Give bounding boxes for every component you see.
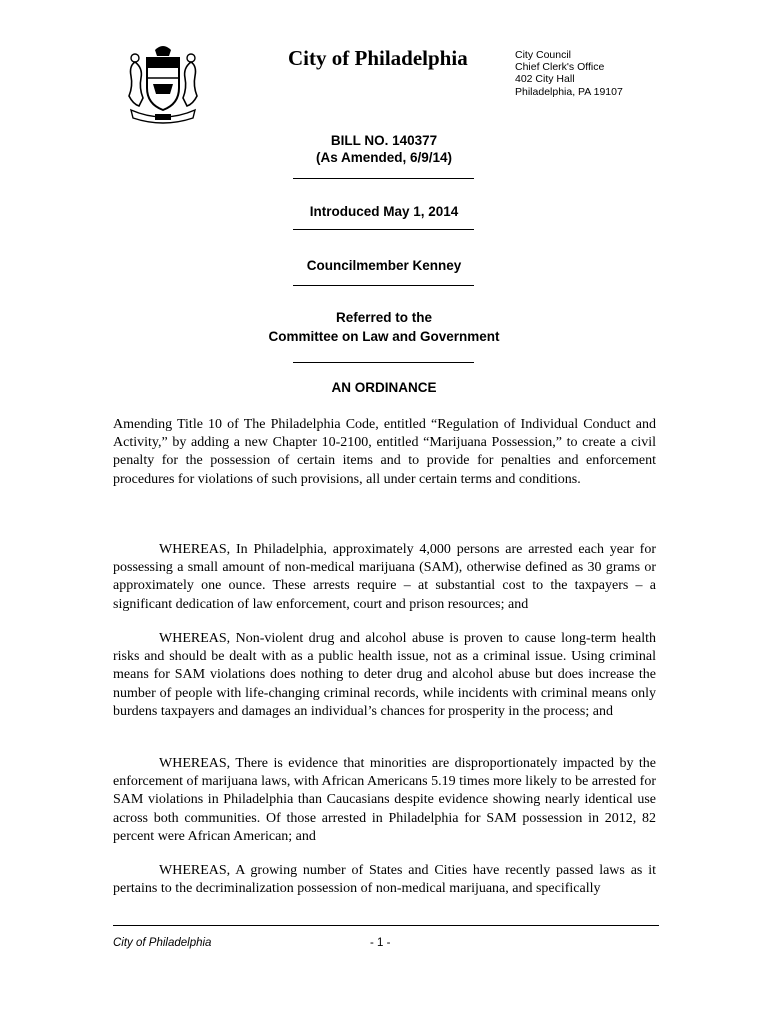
bill-amended-date: (As Amended, 6/9/14) — [315, 150, 453, 165]
office-line: City Council — [515, 49, 572, 61]
committee-name: Committee on Law and Government — [268, 329, 500, 344]
whereas-paragraph: WHEREAS, In Philadelphia, approximately 4,000 persons are arrested each year for possessing a small amount of non-medical marijuana (SAM), otherwise defined as 30 grams or approximately one ounce. These arrests require – at substantial cost to the taxpayers – a significant dedication of law enforcement, court and prison resources; and — [113, 542, 656, 612]
page-title: City of Philadelphia — [288, 46, 468, 70]
divider — [293, 178, 474, 179]
whereas-paragraph: WHEREAS, A growing number of States and Cities have recently passed laws as it pertains to the decriminalization possession of non-medical marijuana, and specifically — [113, 863, 656, 897]
city-seal-logo — [121, 44, 205, 124]
page-number: - 1 - — [370, 937, 391, 949]
divider — [293, 285, 474, 286]
referred-line: Referred to the — [335, 310, 433, 325]
office-line: Philadelphia, PA 19107 — [515, 85, 623, 98]
sponsor: Councilmember Kenney — [306, 258, 462, 273]
office-address — [515, 49, 623, 98]
office-line: Chief Clerk's Office — [515, 61, 605, 74]
footer-divider — [113, 925, 659, 926]
ordinance-summary: Amending Title 10 of The Philadelphia Code, entitled “Regulation of Individual Conduct and Activity,” by adding a new Chapter 10-2100, entitled “Marijuana Possession,” to create a civil penalty for the possession of certain items and to provide for penalties and enforcement procedures for violations of such provisions, all under certain terms and conditions. — [113, 417, 656, 487]
whereas-paragraph: WHEREAS, Non-violent drug and alcohol abuse is proven to cause long-term health risks and should be dealt with as a public health issue, not as a criminal issue. Using criminal means for SAM violations does nothing to deter drug and alcohol abuse but does increase the number of people with life-changing criminal records, while incidents with criminal means only burdens taxpayers and damages an individual’s chances for prosperity in the process; and — [113, 631, 656, 719]
footer-city: City of Philadelphia — [113, 937, 212, 949]
ordinance-heading: AN ORDINANCE — [331, 380, 437, 395]
whereas-paragraph: WHEREAS, There is evidence that minorities are disproportionately impacted by the enforcement of marijuana laws, with African Americans 5.19 times more likely to be arrested for SAM violations in Philadelphia than Caucasians despite evidence showing nearly identical use across both communities. Of those arrested in Philadelphia for SAM possession in 2012, 82 percent were African American; and — [113, 756, 656, 844]
introduced-date: Introduced May 1, 2014 — [309, 204, 459, 219]
bill-number: BILL NO. 140377 — [330, 133, 438, 148]
office-line: 402 City Hall — [515, 73, 575, 86]
divider — [293, 362, 474, 363]
divider — [293, 229, 474, 230]
